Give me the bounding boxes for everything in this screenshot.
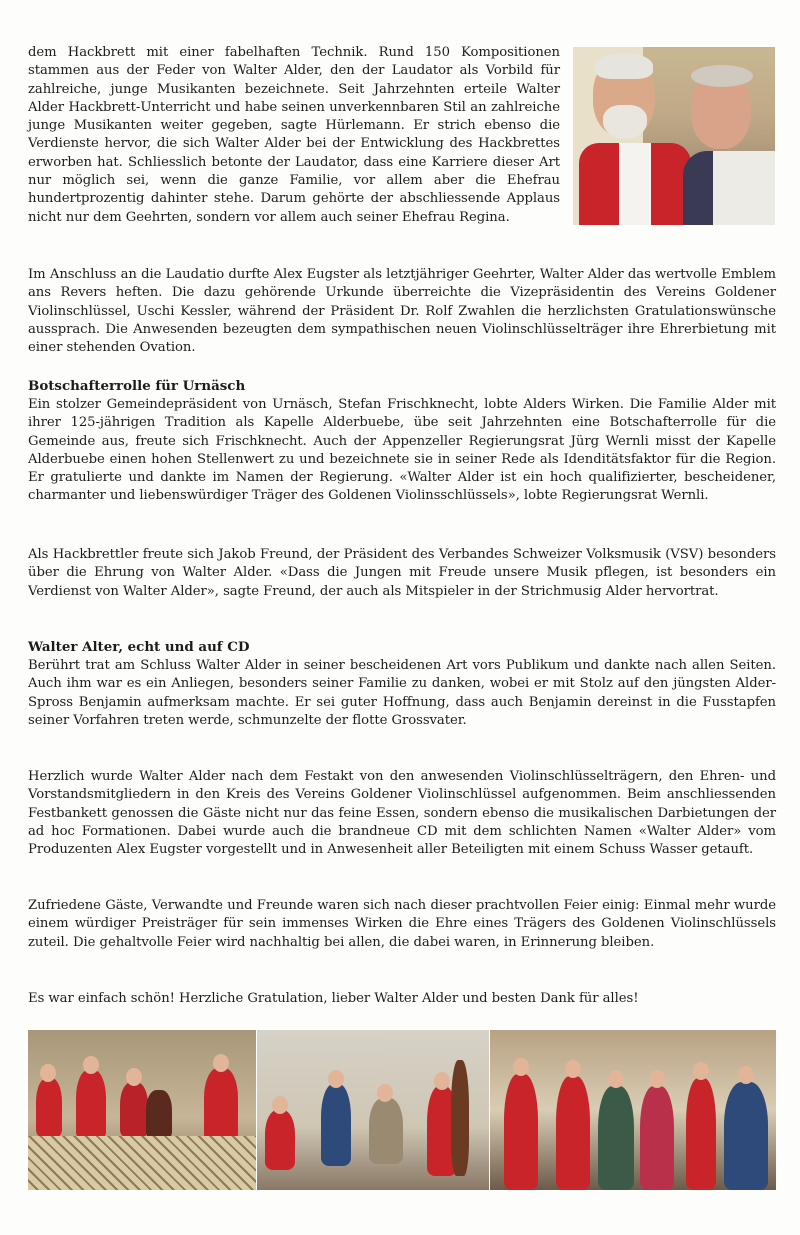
paragraph-gratulation: Es war einfach schön! Herzliche Gratulation, lieber Walter Alder und besten Dank für alles! <box>28 991 639 1006</box>
photo-musicians-stage <box>28 1030 256 1190</box>
photo-group-celebration <box>490 1030 776 1190</box>
paragraph-gemeindepraesident: Ein stolzer Gemeindepräsident von Urnäsch, Stefan Frischknecht, lobte Alders Wirken. Die Familie Alder mit ihrer 125-jährigen Tradition als Kapelle Alderbuebe, übe seit Jahrzehnten eine Botschafterrolle für die Gemeinde aus, freute sich Frischknecht. Auch der Appenzeller Regierungsrat Jürg Wernli misst der Kapelle Alderbuebe einen hohen Stellenwert zu und bezeichnete sie in seiner Rede als Idenditätsfaktor für die Region. Er gratulierte und dankte im Namen der Regierung. «Walter Alder ist ein hoch qualifizierter, bescheidener, charmanter und liebenswürdiger Träger des Goldenen Violinsschlüssels», lobte Regierungsrat Wernli. <box>28 397 776 504</box>
photo-strip <box>28 1030 776 1190</box>
photo-musicians-hall <box>257 1030 489 1190</box>
heading-cd: Walter Alter, echt und auf CD <box>28 639 250 655</box>
paragraph-feier: Zufriedene Gäste, Verwandte und Freunde waren sich nach dieser prachtvollen Feier einig: Einmal mehr wurde einem würdiger Preisträger für sein immenses Wirken die Ehre eines Trägers des Goldenen Violinschlüssels zuteil. Die gehaltvolle Feier wird nachhaltig bei allen, die dabei waren, in Erinnerung bleiben. <box>28 898 776 950</box>
heading-botschafterrolle: Botschafterrolle für Urnäsch <box>28 378 246 394</box>
photo-walter-alder-portrait <box>573 47 775 225</box>
paragraph-dank: Berührt trat am Schluss Walter Alder in seiner bescheidenen Art vors Publikum und dankte nach allen Seiten. Auch ihm war es ein Anliegen, besonders seiner Familie zu danken, wobei er mit Stolz auf den jüngsten Alder-Spross Benjamin aufmerksam machte. Er sei guter Hoffnung, dass auch Benjamin dereinst in die Fusstapfen seiner Vorfahren treten werde, schmunzelte der flotte Grossvater. <box>28 658 776 728</box>
paragraph-festbankett: Herzlich wurde Walter Alder nach dem Festakt von den anwesenden Violinschlüsselträgern, den Ehren- und Vorstandsmitgliedern in den Kreis des Vereins Goldener Violinschlüssel aufgenommen. Beim anschliessenden Festbankett genossen die Gäste nicht nur das feine Essen, sondern ebenso die musikalischen Darbietungen der ad hoc Formationen. Dabei wurde auch die brandneue CD mit dem schlichten Namen «Walter Alder» vom Produzenten Alex Eugster vorgestellt und in Anwesenheit aller Beteiligten mit einem Schuss Wasser getauft. <box>28 769 776 858</box>
paragraph-laudatio: dem Hackbrett mit einer fabelhaften Technik. Rund 150 Kompositionen stammen aus der Feder von Walter Alder, den der Laudator als Vorbild für zahlreiche, junge Musikanten bezeichnete. Seit Jahrzehnten erteile Walter Alder Hackbrett-Unterricht und habe seinen unverkennbaren Stil an zahlreiche junge Musikanten weiter gegeben, sagte Hürlemann. Er strich ebenso die Verdienste hervor, die sich Walter Alder bei der Entwicklung des Hackbrettes erworben hat. Schliesslich betonte der Laudator, dass eine Karriere dieser Art nur möglich sei, wenn die ganze Familie, vor allem aber die Ehefrau hundertprozentig dahinter stehe. Darum gehörte der abschliessende Applaus nicht nur dem Geehrten, sondern vor allem auch seiner Ehefrau Regina. <box>28 45 560 225</box>
paragraph-emblem: Im Anschluss an die Laudatio durfte Alex Eugster als letztjähriger Geehrter, Walter Alder das wertvolle Emblem ans Revers heften. Die dazu gehörende Urkunde überreichte die Vizepräsidentin des Vereins Goldener Violinschlüssel, Uschi Kessler, während der Präsident Dr. Rolf Zwahlen die herzlichsten Gratulationswünsche aussprach. Die Anwesenden bezeugten dem sympathischen neuen Violinschlüsselträger ihre Ehrerbietung mit einer stehenden Ovation. <box>28 267 776 356</box>
paragraph-vsv: Als Hackbrettler freute sich Jakob Freund, der Präsident des Verbandes Schweizer Volksmusik (VSV) besonders über die Ehrung von Walter Alder. «Dass die Jungen mit Freude unsere Musik pflegen, ist besonders ein Verdienst von Walter Alder», sagte Freund, der auch als Mitspieler in der Strichmusig Alder hervortrat. <box>28 547 776 599</box>
